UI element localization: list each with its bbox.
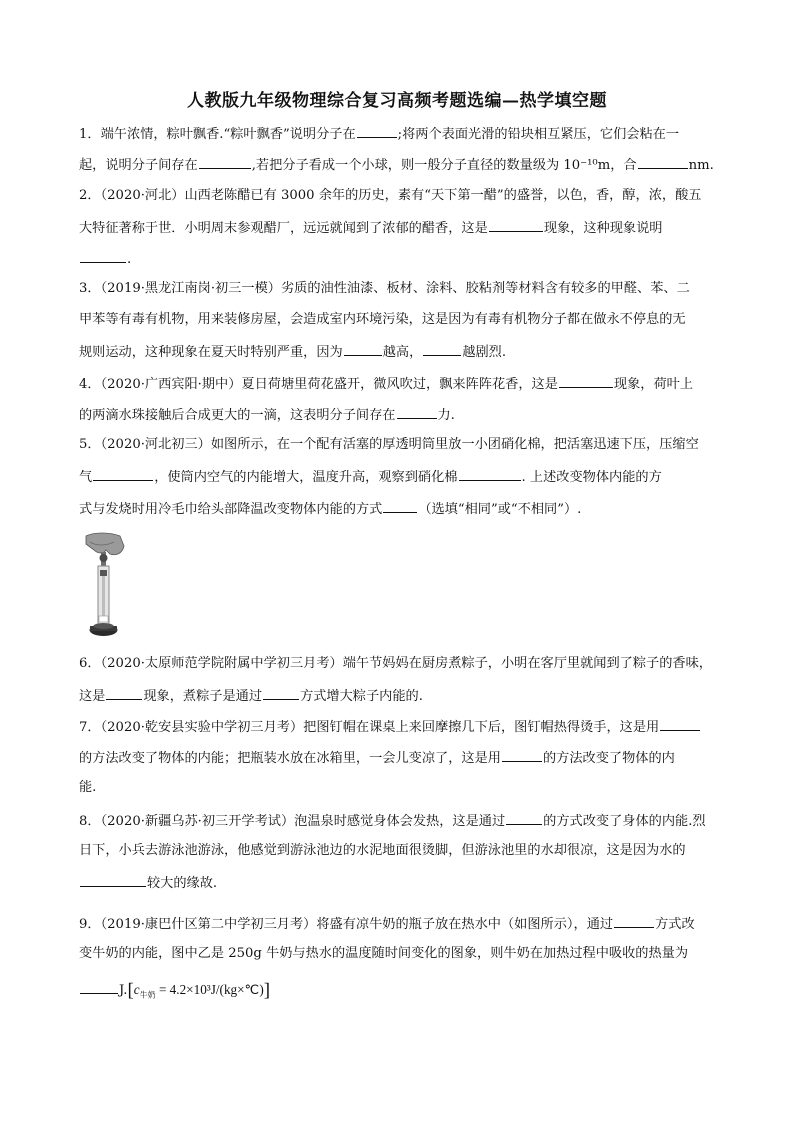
answer-blank[interactable] — [459, 467, 521, 481]
q8-line1: 8．（2020·新疆乌苏·初三开学考试）泡温泉时感觉身体会发热，这是通过 的方式改变了身体的内能.烈 — [79, 811, 706, 831]
q3-line3: 规则运动，这种现象在夏天时特别严重，因为 越高， 越剧烈. — [79, 342, 506, 362]
answer-blank[interactable] — [80, 249, 126, 263]
answer-blank[interactable] — [93, 467, 153, 481]
answer-blank[interactable] — [614, 914, 654, 928]
answer-blank[interactable] — [559, 374, 613, 388]
answer-blank[interactable] — [506, 811, 542, 825]
answer-blank[interactable] — [106, 686, 142, 700]
answer-blank[interactable] — [397, 405, 437, 419]
q8-line2: 日下，小兵去游泳池游泳，他感觉到游泳池边的水泥地面很烫脚，但游泳池里的水却很凉，这是因为水的 — [79, 843, 686, 858]
answer-blank[interactable] — [357, 124, 397, 138]
answer-blank[interactable] — [80, 873, 146, 887]
answer-blank[interactable] — [489, 218, 543, 232]
q1-line2: 起，说明分子间存在 ,若把分子看成一个小球，则一般分子直径的数量级为 10⁻¹⁰m，合 nm. — [79, 155, 714, 175]
answer-blank[interactable] — [502, 748, 542, 762]
q4-line1: 4．（2020·广西宾阳·期中）夏日荷塘里荷花盛开，微风吹过，飘来阵阵花香，这是 现象，荷叶上 — [79, 374, 693, 394]
answer-blank[interactable] — [344, 342, 382, 356]
q2-line2: 大特征著称于世．小明周末参观醋厂，远远就闻到了浓郁的醋香，这是 现象，这种现象说明 — [79, 218, 663, 238]
q3-line2: 甲苯等有毒有机物，用来装修房屋，会造成室内环境污染，这是因为有毒有机物分子都在做永不停息的无 — [79, 312, 686, 327]
q9-line2: 变牛奶的内能，图中乙是 250g 牛奶与热水的温度随时间变化的图象，则牛奶在加热过程中吸收的热量为 — [79, 946, 689, 961]
q7-line1: 7．（2020·乾安县实验中学初三月考）把图钉帽在课桌上来回摩擦几下后，图钉帽热得烫手，这是用 — [79, 717, 701, 737]
q8-line3: 较大的缘故. — [79, 873, 217, 893]
answer-blank[interactable] — [638, 155, 688, 169]
answer-blank[interactable] — [263, 686, 299, 700]
q5-line1: 5．（2020·河北初三）如图所示，在一个配有活塞的厚透明筒里放一小团硝化棉，把活塞迅速下压，压缩空 — [79, 437, 699, 452]
answer-blank[interactable] — [383, 499, 417, 513]
q1-line1: 1．端午浓情，粽叶飘香.“粽叶飘香”说明分子在 ;将两个表面光滑的铅块相互紧压，它们会粘在一 — [79, 124, 679, 144]
q5-line2: 气 ，使筒内空气的内能增大，温度升高，观察到硝化棉 . 上述改变物体内能的方 — [79, 467, 662, 487]
q3-line1: 3．（2019·黑龙江南岗·初三一模）劣质的油性油漆、板材、涂料、胶粘剂等材料含有较多的甲醛、苯、二 — [79, 281, 690, 296]
answer-blank[interactable] — [80, 980, 118, 994]
q7-line3: 能. — [79, 780, 97, 795]
q2-line3: . — [79, 249, 131, 269]
q6-line2: 这是 现象，煮粽子是通过 方式增大粽子内能的. — [79, 686, 423, 706]
q7-line2: 的方法改变了物体的内能；把瓶装水放在冰箱里，一会儿变凉了，这是用 的方法改变了物体的内 — [79, 748, 675, 768]
q6-line1: 6．（2020·太原师范学院附属中学初三月考）端午节妈妈在厨房煮粽子，小明在客厅里就闻到了粽子的香味， — [79, 656, 712, 671]
q2-line1: 2．（2020·河北）山西老陈醋已有 3000 余年的历史，素有“天下第一醋”的盛誉，以色，香，醇，浓，酸五 — [79, 188, 702, 203]
answer-blank[interactable] — [423, 342, 461, 356]
q9-line1: 9．（2019·康巴什区第二中学初三月考）将盛有凉牛奶的瓶子放在热水中（如图所示），通过 方式改 — [79, 914, 695, 934]
piston-cylinder-figure — [76, 532, 132, 642]
answer-blank[interactable] — [199, 155, 251, 169]
answer-blank[interactable] — [660, 717, 700, 731]
q9-line3: $J.[c_{牛奶}$ = 4.2×10³J/(kg×℃)] — [79, 980, 270, 1005]
page-title: 人教版九年级物理综合复习高频考题选编—热学填空题 — [187, 91, 607, 111]
specific-heat-formula: [$c_{牛奶}$ = 4.2×10³J/(kg×℃)] — [127, 980, 271, 1001]
q4-line2: 的两滴水珠接触后合成更大的一滴，这表明分子间存在 力. — [79, 405, 455, 425]
q5-line3: 式与发烧时用冷毛巾给头部降温改变物体内能的方式 （选填“相同”或“不相同”）. — [79, 499, 581, 519]
